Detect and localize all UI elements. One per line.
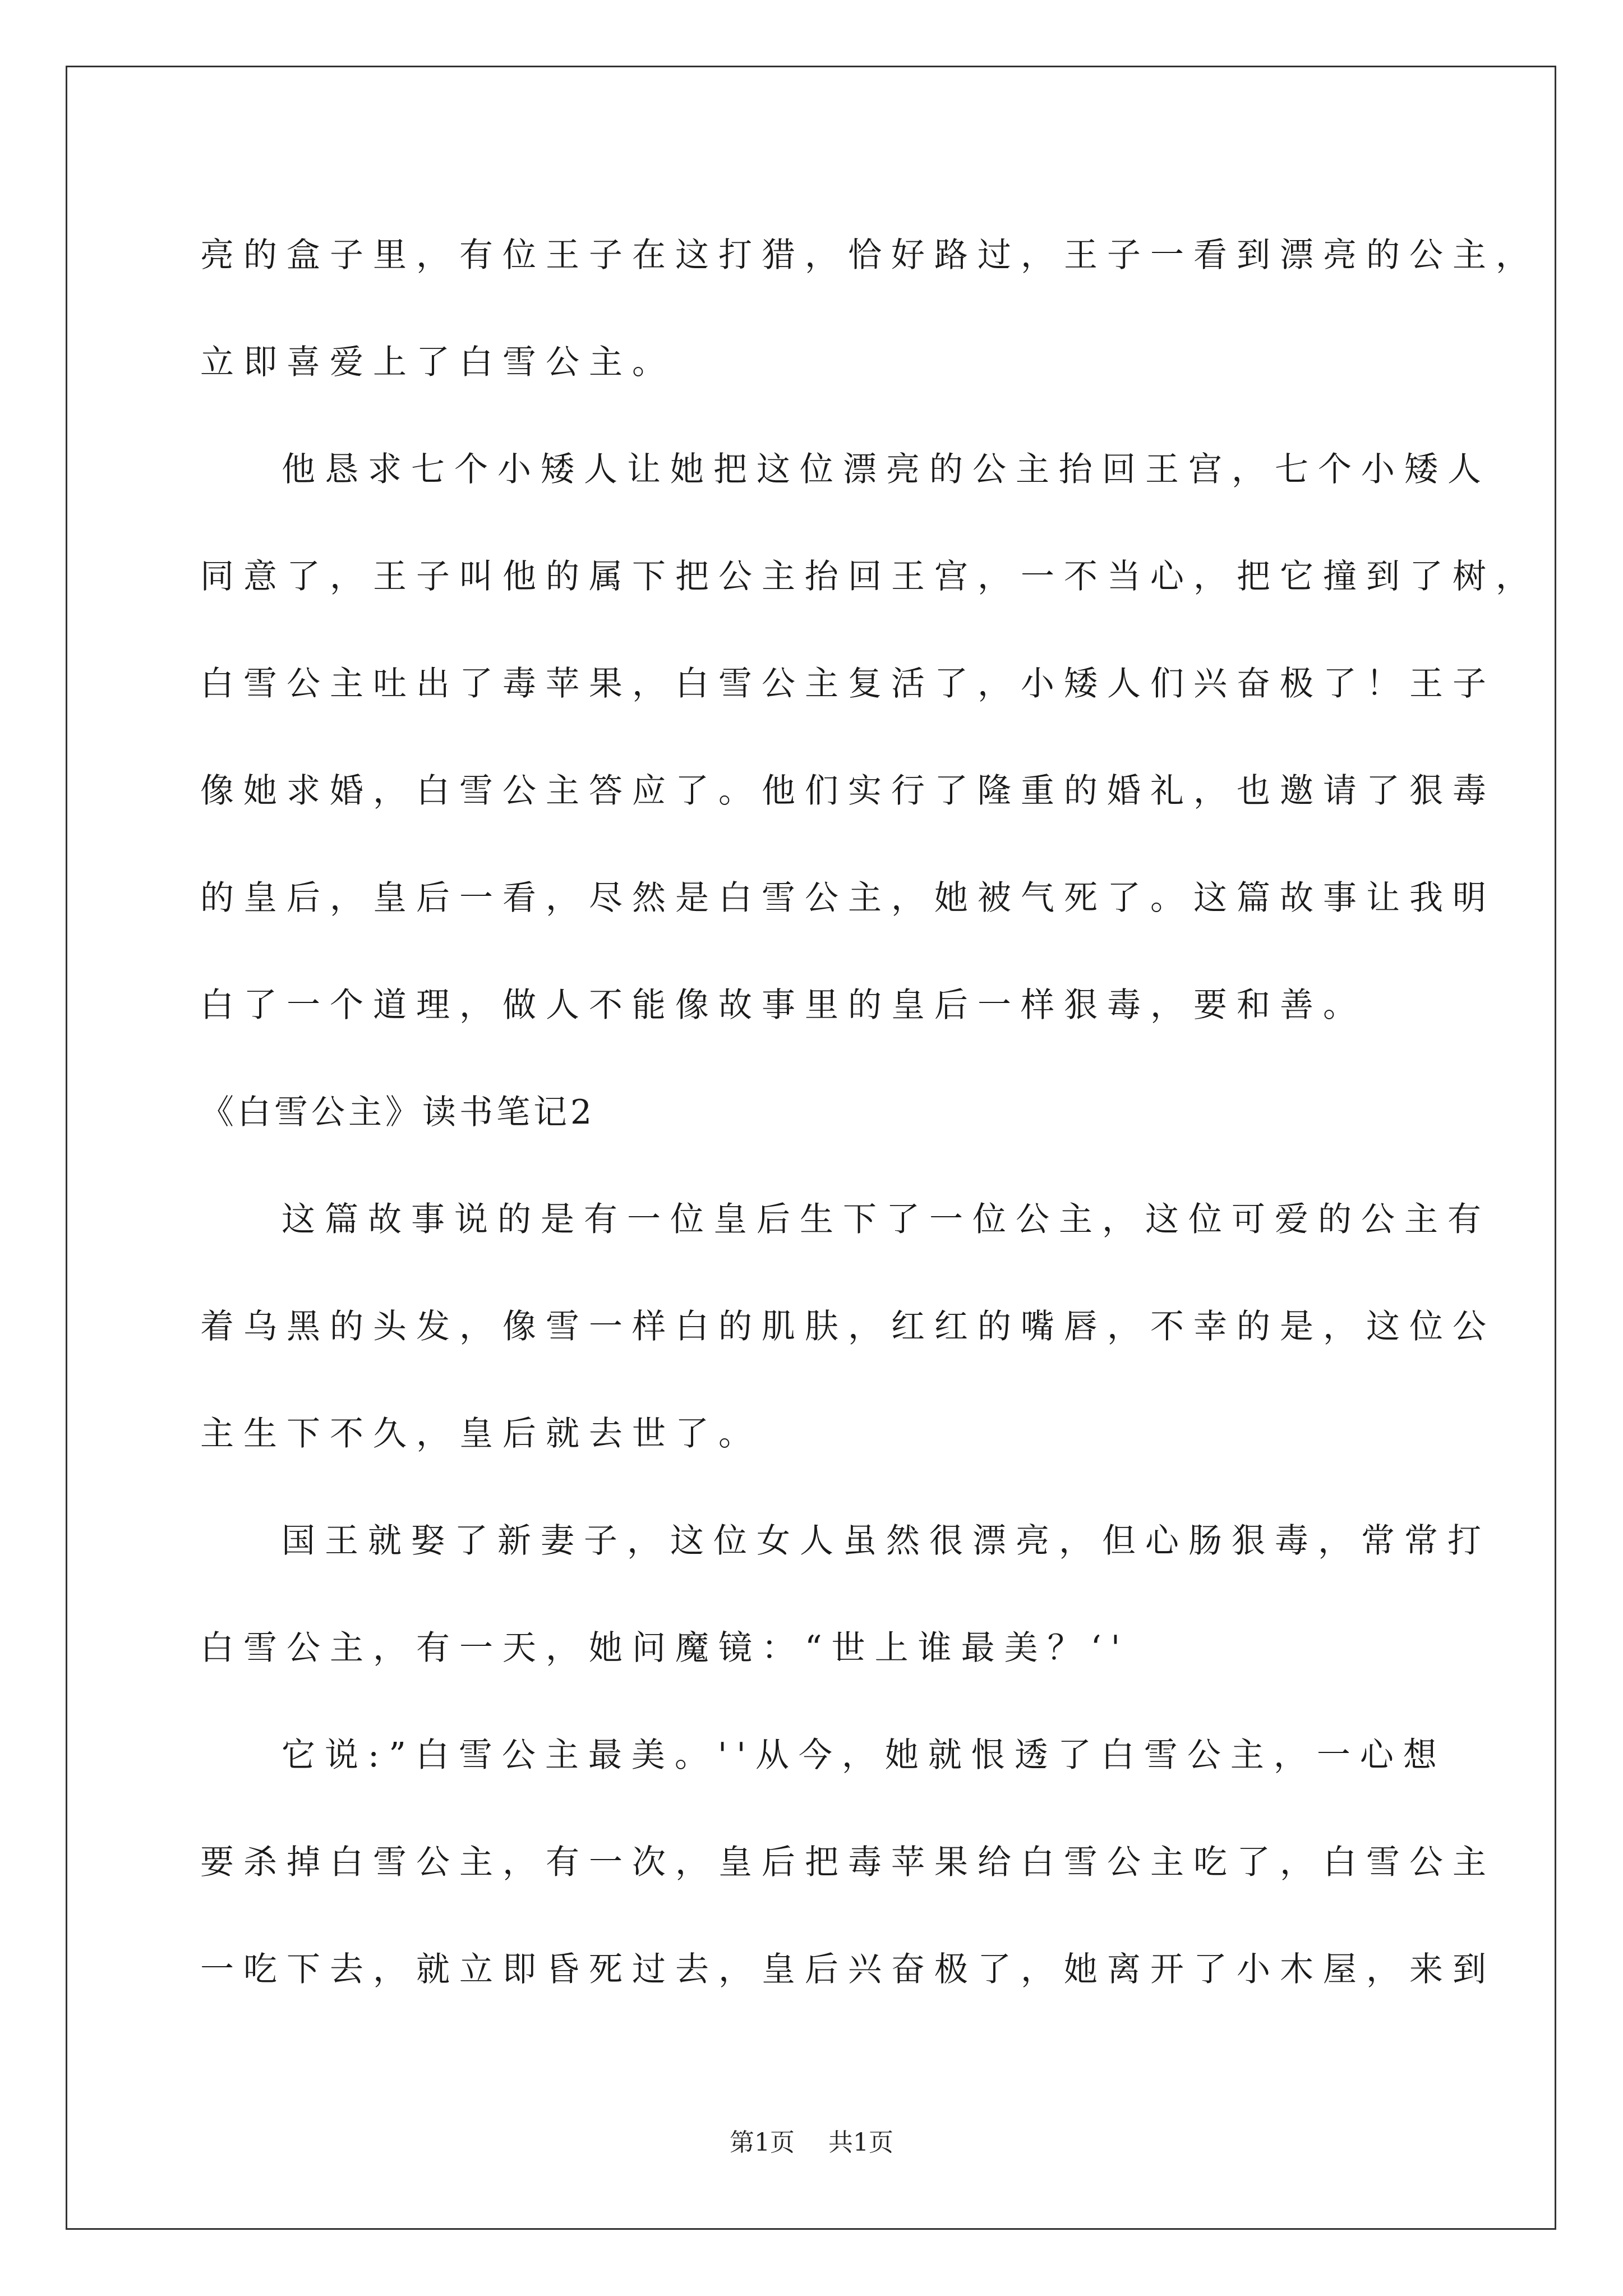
- section-heading: 《白雪公主》读书笔记2: [200, 1093, 596, 1132]
- document-body: [200, 202, 1539, 2023]
- text-line: 着乌黑的头发，像雪一样白的肌肤，红红的嘴唇，不幸的是，这位公: [200, 1307, 1496, 1346]
- paragraph-start-line: 国王就娶了新妻子，这位女人虽然很漂亮，但心肠狠毒，常常打: [282, 1521, 1491, 1561]
- text-line: 同意了，王子叫他的属下把公主抬回王宫，一不当心，把它撞到了树，: [200, 557, 1539, 596]
- text-line: 白雪公主吐出了毒苹果，白雪公主复活了，小矮人们兴奋极了！王子: [200, 664, 1496, 703]
- text-line: 亮的盒子里，有位王子在这打猎，恰好路过，王子一看到漂亮的公主，: [200, 236, 1539, 275]
- text-line: 像她求婚，白雪公主答应了。他们实行了隆重的婚礼，也邀请了狠毒: [200, 771, 1496, 811]
- page-footer: [0, 2126, 1623, 2160]
- text-line: 白雪公主，有一天，她问魔镜：“世上谁最美？‘': [200, 1628, 1130, 1668]
- text-line: 的皇后，皇后一看，尽然是白雪公主，她被气死了。这篇故事让我明: [200, 878, 1496, 918]
- paragraph-start-line: 他恳求七个小矮人让她把这位漂亮的公主抬回王宫，七个小矮人: [282, 450, 1491, 489]
- paragraph-start-line: 它说:”白雪公主最美。''从今，她就恨透了白雪公主，一心想: [282, 1736, 1446, 1775]
- page-total: 共1页: [828, 2128, 893, 2157]
- text-line: 白了一个道理，做人不能像故事里的皇后一样狠毒，要和善。: [200, 986, 1366, 1025]
- paragraph-start-line: 这篇故事说的是有一位皇后生下了一位公主，这位可爱的公主有: [282, 1200, 1491, 1239]
- page-number: 第1页: [730, 2128, 795, 2157]
- text-line: 立即喜爱上了白雪公主。: [200, 343, 675, 382]
- text-line: 要杀掉白雪公主，有一次，皇后把毒苹果给白雪公主吃了，白雪公主: [200, 1843, 1496, 1882]
- text-line: 主生下不久，皇后就去世了。: [200, 1414, 762, 1453]
- text-line: 一吃下去，就立即昏死过去，皇后兴奋极了，她离开了小木屋，来到: [200, 1950, 1496, 1989]
